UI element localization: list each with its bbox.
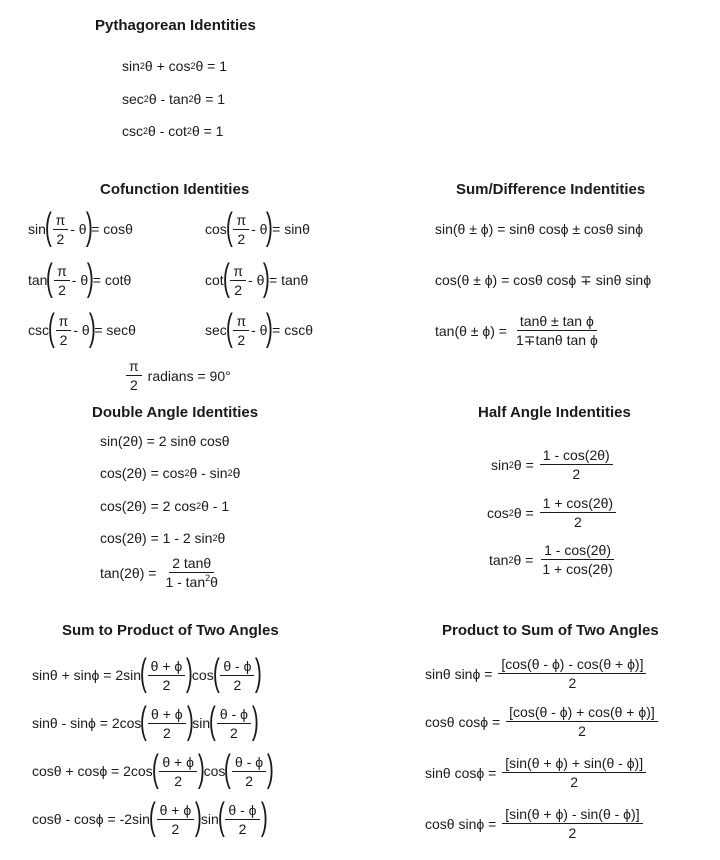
cofunction-eq-cot: cot ( $\frac{\pi}{2}$ - θ ) = tanθ bbox=[205, 257, 309, 299]
product-to-sum-eq-3: sinθ cosϕ = $\frac{[\sin(\theta + \phi) + \sin(\theta - \phi)]}{2}$ bbox=[425, 755, 648, 790]
half-angle-eq-cos: cos 2 θ = $\frac{1 + \cos(2\theta)}{2}$ bbox=[487, 495, 618, 530]
cofunction-heading: Cofunction Identities bbox=[100, 181, 250, 198]
pythagorean-eq-3: csc 2 θ - cot 2 θ = 1 bbox=[122, 123, 224, 139]
double-angle-eq-cos-2: cos(2θ) = 2 cos 2 θ - 1 bbox=[100, 498, 230, 514]
sum-to-product-heading: Sum to Product of Two Angles bbox=[62, 622, 279, 639]
sumdiff-heading: Sum/Difference Indentities bbox=[456, 181, 646, 198]
product-to-sum-eq-2: cosθ cosϕ = $\frac{[\cos(\theta - \phi) + \cos(\theta + \phi)]}{2}$ bbox=[425, 704, 660, 739]
sumdiff-eq-sin: sin(θ ± ϕ) = sinθ cosϕ ± cosθ sinϕ bbox=[435, 221, 644, 237]
double-angle-eq-cos-3: cos(2θ) = 1 - 2 sin 2 θ bbox=[100, 530, 226, 546]
double-angle-eq-cos-1: cos(2θ) = cos 2 θ - sin 2 θ bbox=[100, 465, 241, 481]
cofunction-eq-sin: sin ( $\frac{\pi}{2}$ - θ ) = cosθ bbox=[28, 206, 133, 248]
product-to-sum-eq-1: sinθ sinϕ = $\frac{[\cos(\theta - \phi) - \cos(\theta + \phi)]}{2}$ bbox=[425, 656, 648, 691]
cofunction-eq-cos: cos ( $\frac{\pi}{2}$ - θ ) = sinθ bbox=[205, 206, 310, 248]
sum-to-product-eq-1: sinθ + sinϕ = 2sin ( $\frac{\theta + \phi}{2}$ ) cos ( $\frac{\theta - \phi}{2}$ ) bbox=[32, 652, 263, 694]
double-angle-heading: Double Angle Identities bbox=[92, 404, 259, 421]
cofunction-eq-tan: tan ( $\frac{\pi}{2}$ - θ ) = cotθ bbox=[28, 257, 132, 299]
cofunction-eq-csc: csc ( $\frac{\pi}{2}$ - θ ) = secθ bbox=[28, 307, 136, 349]
half-angle-heading: Half Angle Indentities bbox=[478, 404, 631, 421]
product-to-sum-eq-4: cosθ sinϕ = $\frac{[\sin(\theta + \phi) - \sin(\theta - \phi)]}{2}$ bbox=[425, 806, 645, 841]
sumdiff-eq-cos: cos(θ ± ϕ) = cosθ cosϕ ∓ sinθ sinϕ bbox=[435, 272, 652, 288]
cofunction-eq-sec: sec ( $\frac{\pi}{2}$ - θ ) = cscθ bbox=[205, 307, 313, 349]
pythagorean-eq-1: sin 2 θ + cos 2 θ = 1 bbox=[122, 58, 227, 74]
double-angle-eq-sin: sin(2θ) = 2 sinθ cosθ bbox=[100, 433, 230, 449]
radians-note: $\frac{\pi}{2}$ radians = 90° bbox=[124, 358, 231, 393]
half-angle-eq-tan: tan 2 θ = $\frac{1 - \cos(2\theta)}{1 + \cos(2\theta)}$ bbox=[489, 542, 613, 577]
sumdiff-eq-tan: tan(θ ± ϕ) = $\frac{\text{tanθ ± tan ϕ}}{\text{1∓tanθ tan ϕ}}$ bbox=[435, 313, 598, 348]
sum-to-product-eq-2: sinθ - sinϕ = 2cos ( $\frac{\theta + \phi}{2}$ ) sin ( $\frac{\theta - \phi}{2}$ ) bbox=[32, 700, 259, 742]
pythagorean-eq-2: sec 2 θ - tan 2 θ = 1 bbox=[122, 91, 226, 107]
half-angle-eq-sin: sin 2 θ = $\frac{1 - \cos(2\theta)}{2}$ bbox=[491, 447, 615, 482]
sum-to-product-eq-3: cosθ + cosϕ = 2cos ( $\frac{\theta + \phi}{2}$ ) cos ( $\frac{\theta - \phi}{2}$ ) bbox=[32, 748, 274, 790]
double-angle-eq-tan: tan(2θ) = $\frac{2 \tan\theta}{1 - \tan^2\theta}$ bbox=[100, 555, 218, 590]
product-to-sum-heading: Product to Sum of Two Angles bbox=[442, 622, 659, 639]
pythagorean-heading: Pythagorean Identities bbox=[95, 17, 256, 34]
sum-to-product-eq-4: cosθ - cosϕ = -2sin ( $\frac{\theta + \phi}{2}$ ) sin ( $\frac{\theta - \phi}{2}$ ) bbox=[32, 796, 268, 838]
